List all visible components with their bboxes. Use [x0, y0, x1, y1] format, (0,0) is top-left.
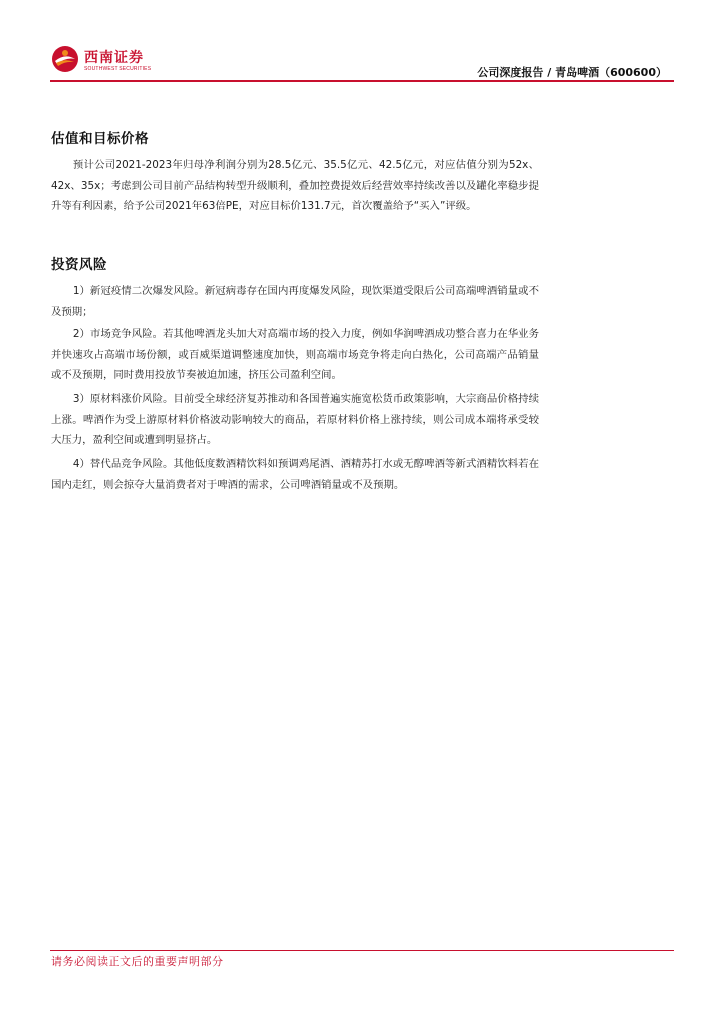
southwest-securities-logo-icon [50, 44, 80, 74]
section-title-valuation: 估值和目标价格 [51, 131, 149, 147]
paragraph-risk-1: 1）新冠疫情二次爆发风险。新冠病毒存在国内再度爆发风险，现饮渠道受限后公司高端啤酒销量或不及预期； [51, 285, 539, 318]
company-logo [50, 44, 150, 78]
paragraph-risk-2: 2）市场竞争风险。若其他啤酒龙头加大对高端市场的投入力度，例如华润啤酒成功整合喜力在华业务并快速攻占高端市场份额，或百威渠道调整速度加快，则高端市场竞争将走向白热化，公司高端产品销量或不及预期，同时费用投放节奏被迫加速，挤压公司盈利空间。 [51, 328, 539, 381]
footer-divider [50, 950, 674, 951]
header-divider [50, 80, 674, 82]
report-header-title: 公司深度报告 / 青岛啤酒（600600） [477, 66, 667, 79]
logo-english-name: SOUTHWEST SECURITIES [84, 66, 152, 72]
logo-chinese-name: 西南证券 [84, 50, 144, 66]
section-title-risks: 投资风险 [51, 257, 107, 273]
paragraph-risk-3: 3）原材料涨价风险。目前受全球经济复苏推动和各国普遍实施宽松货币政策影响，大宗商品价格持续上涨。啤酒作为受上游原材料价格波动影响较大的商品，若原材料价格上涨持续，则公司成本端将承受较大压力，盈利空间或遭到明显挤占。 [51, 393, 539, 446]
paragraph-risk-4: 4）替代品竞争风险。其他低度数酒精饮料如预调鸡尾酒、酒精苏打水或无醇啤酒等新式酒精饮料若在国内走红，则会掠夺大量消费者对于啤酒的需求，公司啤酒销量或不及预期。 [51, 458, 539, 491]
footer-disclaimer: 请务必阅读正文后的重要声明部分 [51, 955, 224, 968]
paragraph-valuation: 预计公司2021-2023年归母净利润分别为28.5亿元、35.5亿元、42.5亿元，对应估值分别为52x、42x、35x；考虑到公司目前产品结构转型升级顺利，叠加控费提效后经营效率持续改善以及罐化率稳步提升等有利因素，给予公司2021年63倍PE，对应目标价131.7元，首次覆盖给予“买入”评级。 [51, 159, 539, 212]
